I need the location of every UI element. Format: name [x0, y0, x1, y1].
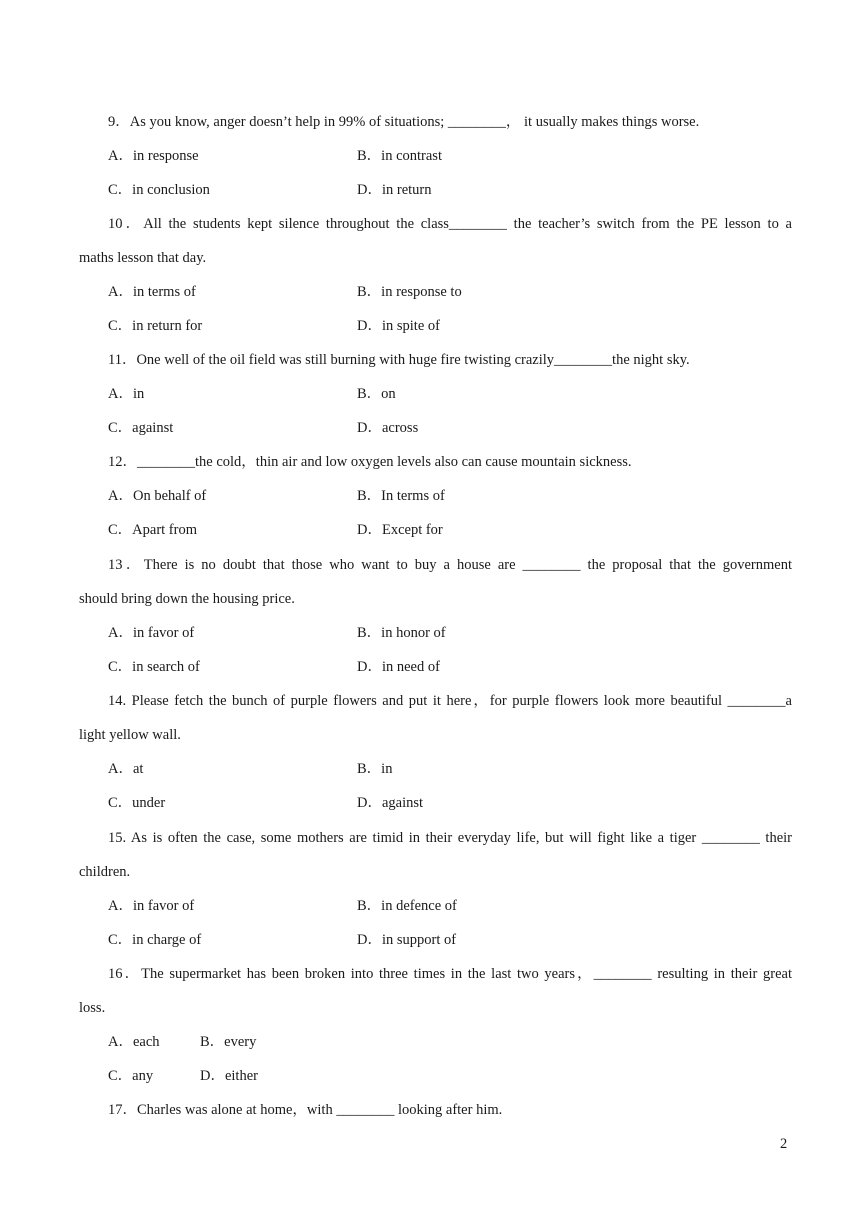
question-13-option-d: D．in need of — [357, 659, 440, 675]
question-14-stem: 14. Please fetch the bunch of purple flowers and put it here，for purple flowers look more beautiful ________a — [108, 693, 792, 709]
question-13-option-b: B．in honor of — [357, 625, 446, 641]
question-9-option-a: A．in response — [108, 148, 199, 164]
question-15-option-b: B．in defence of — [357, 898, 457, 914]
question-15-stem: 15. As is often the case, some mothers are timid in their everyday life, but will fight like a tiger ________ their — [108, 830, 792, 846]
question-15-stem-continued: children. — [79, 864, 131, 880]
question-11-option-b: B．on — [357, 386, 396, 402]
question-12-option-b: B．In terms of — [357, 488, 445, 504]
question-12-option-c: C．Apart from — [108, 522, 197, 538]
question-9-option-c: C．in conclusion — [108, 182, 210, 198]
question-9-option-d: D．in return — [357, 182, 432, 198]
question-9-stem: 9．As you know, anger doesn’t help in 99% of situations; ________， it usually makes things worse. — [108, 114, 700, 130]
question-10-option-c: C．in return for — [108, 318, 203, 334]
question-11-option-a: A．in — [108, 386, 145, 402]
page-number: 2 — [780, 1136, 788, 1152]
question-15-option-c: C．in charge of — [108, 932, 202, 948]
question-10-option-b: B．in response to — [357, 284, 462, 300]
question-16-stem: 16．The supermarket has been broken into three times in the last two years，________ resulting in their great — [108, 966, 792, 982]
question-15-option-d: D．in support of — [357, 932, 457, 948]
question-14-option-c: C．under — [108, 795, 166, 811]
question-16-stem-continued: loss. — [79, 1000, 106, 1016]
question-12-option-d: D．Except for — [357, 522, 443, 538]
question-10-stem-continued: maths lesson that day. — [79, 250, 207, 266]
question-16-option-b: B．every — [200, 1034, 257, 1050]
question-13-stem-continued: should bring down the housing price. — [79, 591, 295, 607]
question-13-stem: 13．There is no doubt that those who want to buy a house are ________ the proposal that the government — [108, 557, 792, 573]
question-9-option-b: B．in contrast — [357, 148, 442, 164]
question-14-option-d: D．against — [357, 795, 424, 811]
question-13-option-c: C．in search of — [108, 659, 200, 675]
question-15-option-a: A．in favor of — [108, 898, 195, 914]
question-10-option-a: A．in terms of — [108, 284, 196, 300]
question-17-stem: 17．Charles was alone at home，with ________ looking after him. — [108, 1102, 503, 1118]
question-13-option-a: A．in favor of — [108, 625, 195, 641]
question-11-stem: 11．One well of the oil field was still burning with huge fire twisting crazily________the night sky. — [108, 352, 690, 368]
question-14-option-a: A．at — [108, 761, 144, 777]
question-10-stem: 10．All the students kept silence throughout the class________ the teacher’s switch from the PE lesson to a — [108, 216, 792, 232]
question-12-stem: 12．________the cold，thin air and low oxygen levels also can cause mountain sickness. — [108, 454, 632, 470]
question-14-option-b: B．in — [357, 761, 393, 777]
question-11-option-c: C．against — [108, 420, 174, 436]
question-11-option-d: D．across — [357, 420, 419, 436]
question-12-option-a: A．On behalf of — [108, 488, 207, 504]
question-16-option-d: D．either — [200, 1068, 258, 1084]
question-16-option-c: C．any — [108, 1068, 154, 1084]
question-10-option-d: D．in spite of — [357, 318, 440, 334]
question-14-stem-continued: light yellow wall. — [79, 727, 181, 743]
question-16-option-a: A．each — [108, 1034, 160, 1050]
